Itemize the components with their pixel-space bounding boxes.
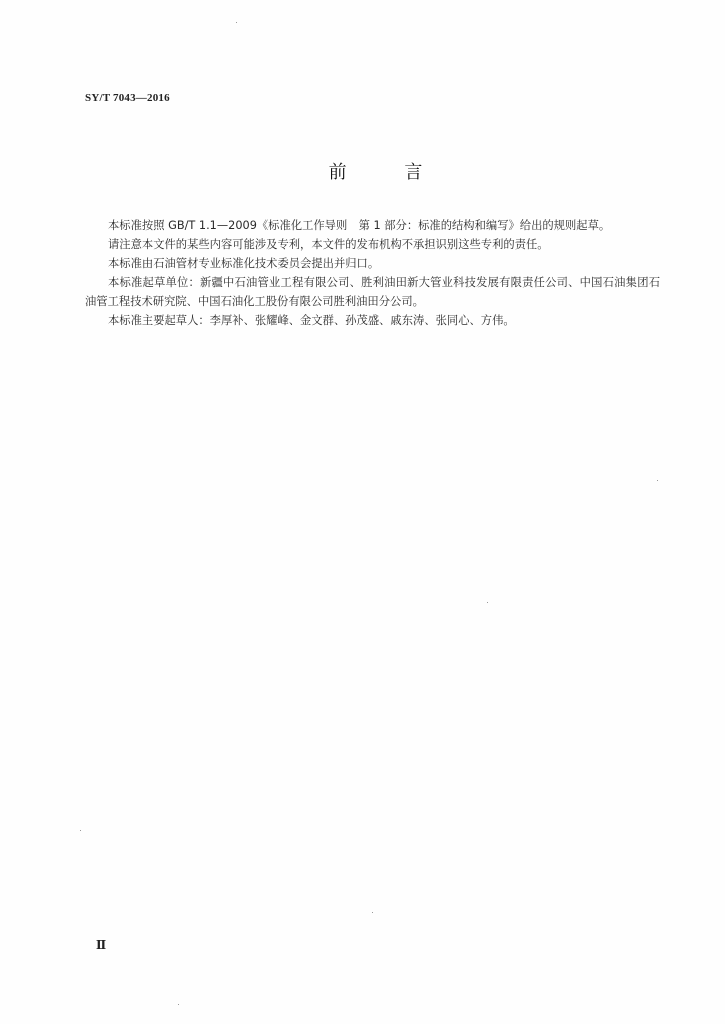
paragraph-drafters: 本标准主要起草人：李厚补、张耀峰、金文群、孙茂盛、戚东涛、张同心、方伟。	[108, 314, 515, 327]
scan-speck	[178, 1004, 179, 1005]
paragraph-drafting-units: 本标准起草单位：新疆中石油管业工程有限公司、胜利油田新大管业科技发展有限责任公司、中国石油集团石油管工程技术研究院、中国石油化工股份有限公司胜利油田分公司。	[85, 276, 660, 308]
paragraph-patent-notice: 请注意本文件的某些内容可能涉及专利，本文件的发布机构不承担识别这些专利的责任。	[108, 238, 549, 251]
page-title: 前 言	[328, 162, 449, 183]
page-number: Ⅱ	[96, 938, 107, 952]
scan-speck	[487, 602, 488, 603]
scan-speck	[372, 912, 373, 913]
paragraph-drafting-rules: 本标准按照 GB/T 1.1—2009《标准化工作导则 第 1 部分：标准的结构和编写》给出的规则起草。	[108, 219, 611, 232]
scan-speck	[657, 480, 658, 481]
foreword-body	[85, 216, 660, 330]
standard-code: SY/T 7043—2016	[85, 92, 170, 104]
scan-speck	[236, 22, 237, 23]
scan-speck	[80, 830, 81, 831]
paragraph-committee: 本标准由石油管材专业标准化技术委员会提出并归口。	[108, 257, 380, 270]
